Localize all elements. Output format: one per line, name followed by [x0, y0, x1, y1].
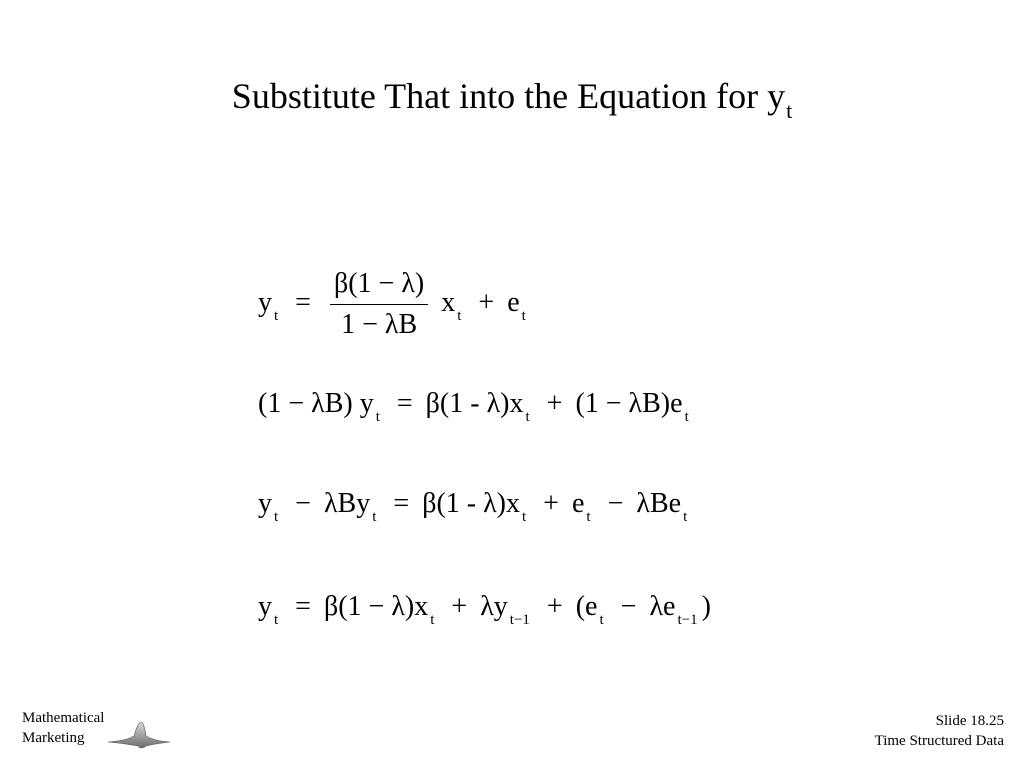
eq3-part3: β(1 - λ)x — [422, 488, 520, 519]
eq3-part4: e — [571, 488, 585, 519]
eq3-part2: λBy — [323, 488, 371, 519]
title-subscript: t — [786, 98, 793, 123]
footer-course-name — [22, 708, 104, 748]
eq3-part3-sub: t — [522, 509, 527, 525]
title-text: Substitute That into the Equation for y — [231, 76, 786, 116]
eq1-x-sub: t — [457, 307, 462, 324]
eq4-part6: ) — [701, 591, 711, 622]
eq3-minus-2: − — [607, 488, 624, 519]
eq3-equals: = — [393, 488, 410, 519]
eq4-part2: β(1 − λ)x — [323, 591, 429, 622]
footer-left-line2: Marketing — [22, 730, 85, 746]
eq1-equals: = — [295, 286, 311, 318]
spike-logo-svg — [108, 722, 170, 752]
eq2-plus: + — [546, 388, 563, 419]
eq2-part2-sub: t — [525, 409, 530, 425]
eq1-lhs: y — [258, 286, 272, 318]
eq4-part3-sub: t−1 — [509, 612, 530, 628]
eq3-part4-sub: t — [586, 509, 591, 525]
eq4-minus: − — [620, 591, 637, 622]
eq3-part2-sub: t — [372, 509, 377, 525]
eq1-e: e — [507, 286, 520, 318]
eq1-lhs-sub: t — [274, 307, 279, 324]
eq1-x: x — [441, 286, 456, 318]
equation-4 — [258, 590, 711, 628]
eq1-plus: + — [478, 286, 495, 318]
eq4-part3: λy — [480, 591, 508, 622]
footer-slide-info — [875, 711, 1004, 751]
eq3-part1-sub: t — [274, 509, 279, 525]
eq4-part4-sub: t — [599, 612, 604, 628]
eq4-plus-2: + — [546, 591, 563, 622]
eq3-part5-sub: t — [683, 509, 688, 525]
eq1-fraction — [330, 267, 428, 342]
eq4-part5: λe — [649, 591, 676, 622]
eq4-part1-sub: t — [274, 612, 279, 628]
footer-left-line1: Mathematical — [22, 710, 105, 726]
eq4-equals: = — [295, 591, 311, 622]
slide-section: Time Structured Data — [874, 733, 1004, 749]
eq2-part3-sub: t — [684, 409, 689, 425]
spike-logo-icon — [108, 722, 170, 757]
eq2-part2: β(1 - λ)x — [425, 388, 524, 419]
eq3-part1: y — [258, 488, 272, 519]
eq4-part2-sub: t — [430, 612, 435, 628]
equation-2 — [258, 387, 693, 425]
eq4-plus-1: + — [451, 591, 468, 622]
slide-number: Slide 18.25 — [935, 713, 1004, 729]
equation-1 — [258, 267, 530, 342]
eq2-equals: = — [396, 388, 413, 419]
eq1-denominator: 1 − λB — [341, 309, 418, 340]
eq2-part1-sub: t — [375, 409, 380, 425]
eq1-e-sub: t — [521, 307, 526, 324]
eq4-part4: (e — [575, 591, 598, 622]
eq4-part5-sub: t−1 — [677, 612, 698, 628]
eq3-part5: λBe — [636, 488, 682, 519]
eq1-numerator: β(1 − λ) — [330, 267, 428, 305]
eq2-part3: (1 − λB)e — [575, 388, 683, 419]
eq2-part1: (1 − λB) y — [258, 388, 374, 419]
eq3-plus: + — [543, 488, 559, 519]
equation-3 — [258, 487, 691, 525]
eq4-part1: y — [258, 591, 272, 622]
slide-title — [0, 72, 1024, 125]
eq3-minus-1: − — [295, 488, 311, 519]
